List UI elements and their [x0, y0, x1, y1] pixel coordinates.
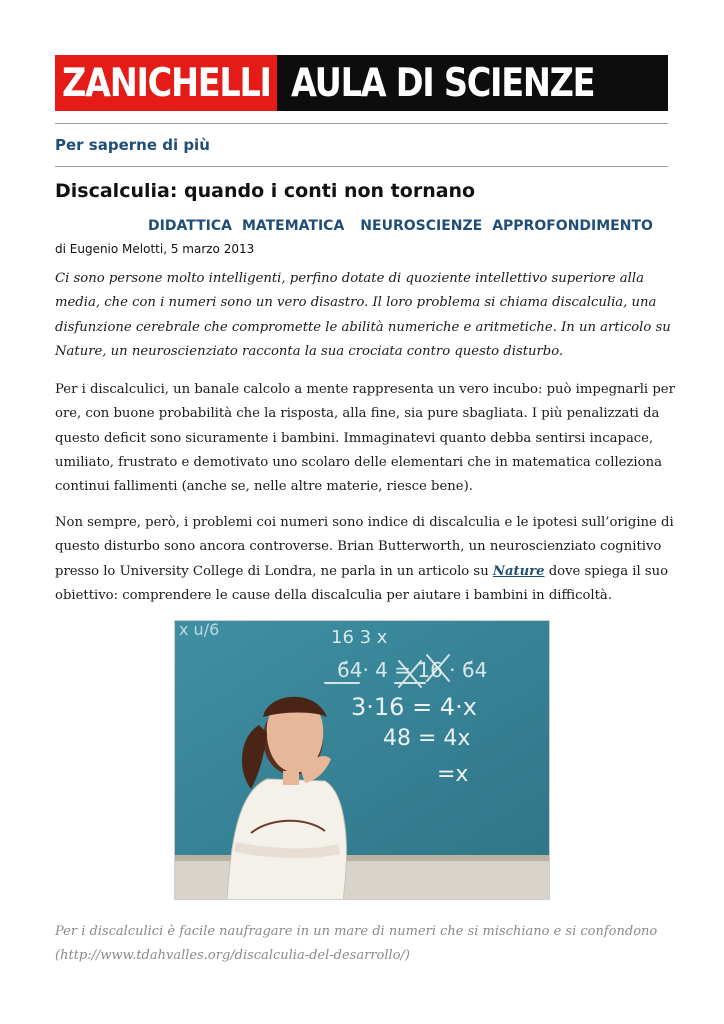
brand-logo-zanichelli — [55, 55, 277, 111]
tag-approfondimento[interactable]: APPROFONDIMENTO — [492, 218, 653, 234]
section-label: Per saperne di più — [55, 136, 210, 154]
article-lead: Ci sono persone molto intelligenti, perfino dotate di quoziente intellettivo superiore alla media, che con i numeri sono un vero disastro. Il loro problema si chiama discalculia, una disfunzione cerebrale che compromette le abilità numeriche e aritmetiche. In un articolo su Nature, un neuroscienziato racconta la sua crociata contro questo disturbo. — [55, 271, 671, 359]
section-divider — [55, 166, 668, 167]
board-line-6: =x — [437, 762, 469, 787]
tag-matematica[interactable]: MATEMATICA — [241, 218, 345, 234]
article-photo — [174, 620, 550, 900]
tag-list — [148, 218, 653, 234]
board-line-1: x u/6 — [179, 621, 220, 639]
chalkboard — [175, 621, 550, 857]
top-divider — [55, 123, 668, 124]
photo-illustration — [175, 621, 550, 900]
board-line-3: 6́4· 4 = 16 · 6́4 — [337, 658, 488, 682]
brand-right-text: AULA DI SCIENZE — [291, 60, 595, 106]
board-line-4: 3·16 = 4·x — [351, 693, 477, 721]
article-title: Discalculia: quando i conti non tornano — [55, 180, 476, 202]
brand-left-text: ZANICHELLI — [61, 60, 271, 106]
board-line-2: 16 3 x — [331, 627, 388, 648]
article-paragraph-1: Per i discalculici, un banale calcolo a mente rappresenta un vero incubo: può impegnarli per ore, con buone probabilità che la risposta, alla fine, sia pure sbagliata. I più penalizzati da questo deficit sono sicuramente i bambini. Immaginatevi quanto debba sentirsi incapace, umiliato, frustrato e demotivato uno scolaro delle elementari che in matematica colleziona continui fallimenti (anche se, nelle altre materie, riesce bene). — [55, 382, 675, 495]
article-byline: di Eugenio Melotti, 5 marzo 2013 — [55, 242, 255, 256]
paragraph-2-text-after: dove spiega il suo obiettivo: comprendere le cause della discalculia per aiutare i bambini in difficoltà. — [55, 563, 669, 603]
board-line-5: 48 = 4x — [383, 726, 471, 751]
article-paragraph-2 — [55, 511, 675, 608]
brand-banner — [55, 55, 668, 111]
photo-caption: Per i discalculici è facile naufragare in un mare di numeri che si mischiano e si confondono (http://www.tdahvalles.org/discalculia-del-desarrollo/) — [55, 924, 658, 963]
paragraph-2-text-before: Non sempre, però, i problemi coi numeri sono indice di discalculia e le ipotesi sull’origine di questo disturbo sono ancora controverse. Brian Butterworth, un neuroscienziato cognitivo presso lo University College di Londra, ne parla in un articolo su — [55, 515, 674, 579]
tag-didattica[interactable]: DIDATTICA — [148, 218, 232, 234]
nature-link[interactable]: Nature — [492, 563, 545, 579]
brand-logo-aula — [277, 55, 668, 111]
tag-neuroscienze[interactable]: NEUROSCIENZE — [360, 218, 483, 234]
